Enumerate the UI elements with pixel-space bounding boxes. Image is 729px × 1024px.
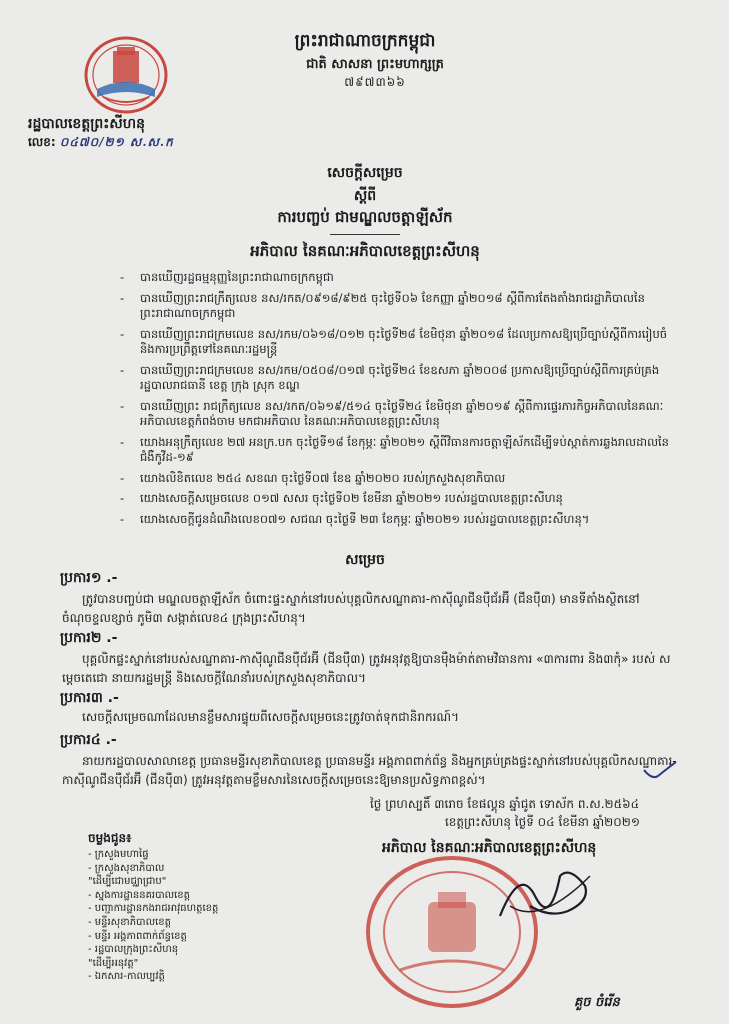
consideration-item: - បានឃើញព្រះរាជក្រមលេខ នស/រកម/០៦១៨/០១២ ចុះថ្ងៃទី២៨ ខែមិថុនា ឆ្នាំ២០១៨ ដែលប្រកាសឱ្យប្រើច្បាប់ស្តីពីការរៀបចំ និងការប្រព្រឹត្តទៅនៃគណៈរដ្ឋមន្ត្រី [120,326,668,356]
reference-value: ០៤៧០/២១ ស.ស.ក [59,135,174,149]
article-2-heading: ប្រការ២ .- [60,630,118,646]
ministry-logo-seal [83,35,169,115]
consideration-item: - បានឃើញព្រះរាជក្រមលេខ នស/រកម/០៥០៨/០១៧ ចុះថ្ងៃទី២៤ ខែឧសភា ឆ្នាំ២០០៨ ប្រកាសឱ្យប្រើច្បាប់ស្តីពីការគ្រប់គ្រងរដ្ឋបាលរាជធានី ខេត្ត ក្រុង ស្រុក ខណ្ឌ [120,362,660,392]
consideration-item: - យោងសេចក្តីជូនដំណឹងលេខ០៧១ សជណ ចុះថ្ងៃទី ២៣ ខែកុម្ភៈ ឆ្នាំ២០២១ របស់រដ្ឋបាលខេត្តព្រះសីហនុ។ [120,511,590,526]
article-4-body: នាយករដ្ឋបាលសាលាខេត្ត ប្រធានមន្ទីរសុខាភិបាលខេត្ត ប្រធានមន្ទីរ អង្គភាពពាក់ព័ន្ធ និងអ្នកគ្រប់គ្រងផ្ទះស្នាក់នៅរបស់បុគ្គលិកសណ្ឋាគារ-កាស៊ីណូជីនប៉ឺជ័រអ៊ី (ជីនប៉ឺ៣) ត្រូវអនុវត្តតាមខ្លឹមសារនៃសេចក្តីសម្រេចនេះឱ្យមានប្រសិទ្ធភាពខ្ពស់។ [62,754,677,787]
article-3-heading: ប្រការ៣ .- [60,690,119,706]
consideration-item: - យោងអនុក្រឹត្យលេខ ២៧ អនក្រ.បក ចុះថ្ងៃទី១៨ ខែកុម្ភៈ ឆ្នាំ២០២១ ស្តីពីវិធានការចត្តាឡីស័កដើម្បីទប់ស្កាត់ការឆ្លងរាលដាលនៃជំងឺកូវីដ-១៩ [120,434,669,464]
article-1-body: ត្រូវបានបញ្ចប់ជា មណ្ឌលចត្តាឡីស័ក ចំពោះផ្ទះស្នាក់នៅរបស់បុគ្គលិកសណ្ឋាគារ-កាស៊ីណូជីនប៉ឺជ័រអ៊ី (ជីនប៉ឺ៣) មានទីតាំងស្ថិតនៅចំណុចខ្ទលខ្សាច់ ភូមិ៣ សង្កាត់លេខ៤ ក្រុងព្រះសីហនុ។ [62,592,640,625]
signature [490,856,600,936]
cc-item: "ដើម្បីអនុវត្ត" [88,957,139,969]
document-subject: ការបញ្ចប់ ជាមណ្ឌលចត្តាឡីស័ក [277,208,453,226]
consideration-item: - យោងសេចក្តីសម្រេចលេខ ០១៧ សសរ ចុះថ្ងៃទី០២ ខែមីនា ឆ្នាំ២០២១ របស់រដ្ឋបាលខេត្តព្រះសីហនុ [120,491,563,505]
cc-item: "ដើម្បីជោមជ្ឈាជ្រាប" [88,876,167,888]
considerations-list [120,270,680,532]
article-4-heading: ប្រការ៤ .- [60,732,117,748]
consideration-item: - បានឃើញព្រះរាជក្រឹត្យលេខ នស/រកត/០៩១៨/៩២៥ ចុះថ្ងៃទី០៦ ខែកញ្ញា ឆ្នាំ២០១៨ ស្តីពីការតែងតាំងរាជរដ្ឋាភិបាលនៃព្រះរាជាណាចក្រកម្ពុជា [120,290,645,320]
reference-label: លេខ: [28,135,56,149]
consideration-item: - បានឃើញព្រះ រាជក្រឹត្យលេខ នស/រកត/០៦១៩/៥១៤ ចុះថ្ងៃទី២៤ ខែមិថុនា ឆ្នាំ២០១៩ ស្តីពីការផ្ទេរភារកិច្ចអភិបាលនៃគណៈអភិបាលខេត្តកំពង់ចាម មកជាអភិបាល នៃគណៈអភិបាលខេត្តព្រះសីហនុ [120,398,664,428]
governor-heading: អភិបាល នៃគណៈអភិបាលខេត្តព្រះសីហនុ [250,242,480,260]
cc-item: - បញ្ជាការដ្ឋានកងរាជអាវុធហត្ថខេត្ត [88,903,219,915]
decides-heading: សម្រេច [345,552,385,568]
consideration-item: - បានឃើញរដ្ឋធម្មនុញ្ញនៃព្រះរាជាណាចក្រកម្ពុជា [120,270,334,284]
cc-item: - ក្រសួងមហាផ្ទៃ [88,849,149,860]
solar-date: ខេត្តព្រះសីហនុ ថ្ងៃទី ០៤ ខែមីនា ឆ្នាំ២០២១ [445,815,640,829]
handwritten-check-mark [640,760,680,782]
reference-number [28,134,174,152]
lunar-date: ថ្ងៃ ព្រហស្បតិ៍ ៣រោច ខែផល្គុន ឆ្នាំជូត ទោស័ក ព.ស.២៥៦៤ [370,797,640,811]
cc-item: - រដ្ឋបាលក្រុងព្រះសីហនុ [88,944,179,956]
cc-item: - មន្ទីរ អង្គភាពពាក់ព័ន្ធខេត្ត [88,930,187,942]
signer-name: គួច ចំរើន [574,995,620,1010]
issuer-name: រដ្ឋបាលខេត្តព្រះសីហនុ [28,116,145,132]
cc-item: - មន្ទីរសុខាភិបាលខេត្ត [88,916,171,928]
cc-item: - ឯកសារ-កាលប្បវត្តិ [88,971,165,983]
cc-list [88,848,218,984]
article-2-body: បុគ្គលិកផ្ទះស្នាក់នៅរបស់សណ្ឋាគារ-កាស៊ីណូជីនប៉ឺជ័រអ៊ី (ជីនប៉ឺ៣) ត្រូវអនុវត្តឱ្យបានម៉ឺងម៉ាត់តាមវិធានការ «៣ការពារ និង៣កុំ» របស់ សម្តេចតេជោ នាយករដ្ឋមន្ត្រី និងសេចក្តីណែនាំរបស់ក្រសួងសុខាភិបាល។ [62,652,671,685]
article-3-body: សេចក្តីសម្រេចណាដែលមានខ្លឹមសារផ្ទុយពីសេចក្តីសម្រេចនេះត្រូវចាត់ទុកជានិរាករណ៍។ [82,710,459,724]
cc-heading: ចម្លងជូន៖ [88,831,132,845]
document-title-about: ស្តីពី [353,188,377,204]
article-1-heading: ប្រការ១ .- [60,570,118,586]
document-title: សេចក្តីសម្រេច [327,165,403,181]
kingdom-heading: ព្រះរាជាណាចក្រកម្ពុជា [294,31,436,51]
signer-title: អភិបាល នៃគណៈអភិបាលខេត្តព្រះសីហនុ [382,840,597,856]
consideration-item: - យោងលិខិតលេខ ២៥៤ សខណ ចុះថ្ងៃទី០៧ ខែឧ ឆ្នាំ២០២០ របស់ក្រសួងសុខាភិបាល [120,470,506,485]
cc-item: - ក្រសួងសុខាភិបាល [88,862,165,874]
national-motto: ជាតិ សាសនា ព្រះមហាក្សត្រ [306,57,444,72]
cc-item: - ស្នងការដ្ឋាននគរបាលខេត្ត [88,889,191,901]
ornament-divider: ៧៩៧៣៦៦ [344,75,406,89]
title-divider [330,234,400,235]
